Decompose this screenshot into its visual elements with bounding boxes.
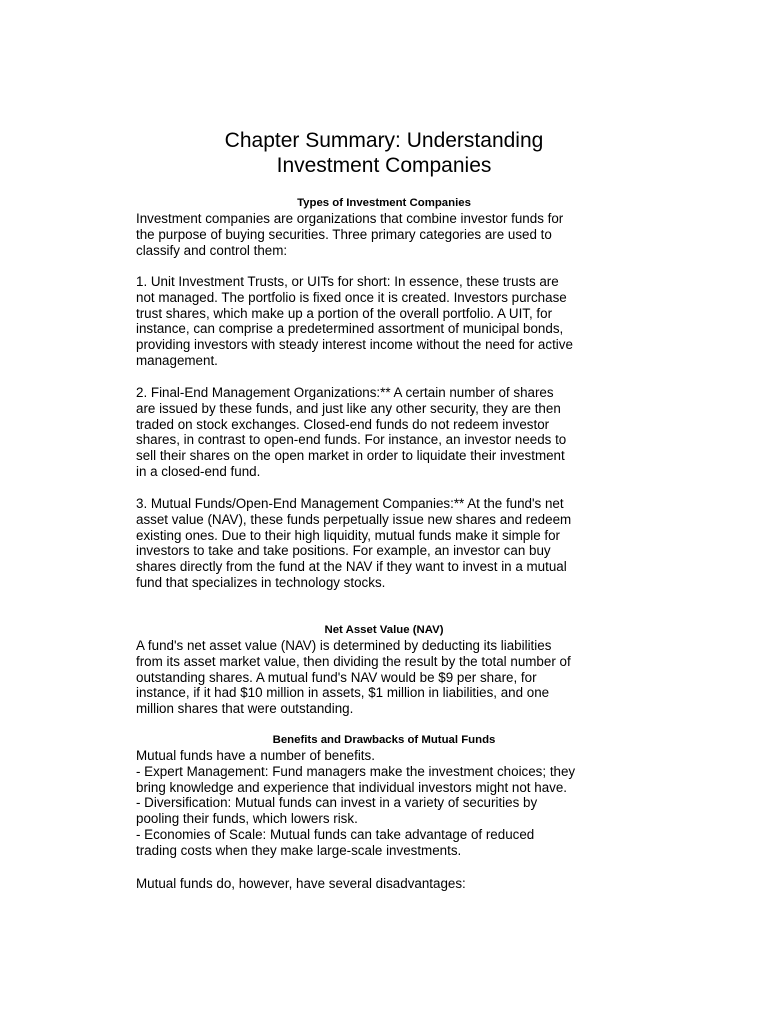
document-title xyxy=(120,128,648,178)
text-line: outstanding shares. A mutual fund's NAV would be $9 per share, for xyxy=(136,669,537,685)
text-line: trading costs when they make large-scale investments. xyxy=(136,842,462,858)
paragraph-nav xyxy=(136,638,636,717)
paragraph-closed-end xyxy=(136,385,636,480)
section-heading-nav: Net Asset Value (NAV) xyxy=(324,624,444,636)
section-heading-types: Types of Investment Companies xyxy=(297,197,471,209)
text-line: pooling their funds, which lowers risk. xyxy=(136,811,358,827)
text-line: traded on stock exchanges. Closed-end funds do not redeem investor xyxy=(136,416,550,432)
paragraph-intro xyxy=(136,211,636,258)
text-line: 2. Final-End Management Organizations:** A certain number of shares xyxy=(136,385,554,400)
text-line: Investment companies are organizations that combine investor funds for xyxy=(136,211,564,226)
text-line: existing ones. Due to their high liquidity, mutual funds make it simple for xyxy=(136,527,560,543)
text-line: fund that specializes in technology stocks. xyxy=(136,574,386,590)
text-line: bring knowledge and experience that individual investors might not have. xyxy=(136,779,567,795)
text-line: - Economies of Scale: Mutual funds can take advantage of reduced xyxy=(136,826,535,842)
paragraph-benefits xyxy=(136,748,636,859)
text-line: asset value (NAV), these funds perpetually issue new shares and redeem xyxy=(136,511,572,527)
title-line: Investment Companies xyxy=(276,154,492,177)
section-heading-benefits: Benefits and Drawbacks of Mutual Funds xyxy=(272,734,496,746)
text-line: are issued by these funds, and just like any other security, they are then xyxy=(136,400,561,416)
text-line: shares, in contrast to open-end funds. For instance, an investor needs to xyxy=(136,432,567,448)
text-line: the purpose of buying securities. Three primary categories are used to xyxy=(136,226,552,242)
text-line: 3. Mutual Funds/Open-End Management Companies:** At the fund's net xyxy=(136,496,564,511)
text-line: sell their shares on the open market in order to liquidate their investment xyxy=(136,448,565,464)
text-line: 1. Unit Investment Trusts, or UITs for short: In essence, these trusts are xyxy=(136,274,559,289)
text-line: Mutual funds have a number of benefits. xyxy=(136,748,375,763)
text-line: trust shares, which make up a portion of the overall portfolio. A UIT, for xyxy=(136,305,553,321)
paragraph-uit xyxy=(136,274,636,369)
paragraph-disadvantages xyxy=(136,876,636,892)
text-line: classify and control them: xyxy=(136,242,288,258)
text-line: million shares that were outstanding. xyxy=(136,701,354,717)
text-line: in a closed-end fund. xyxy=(136,463,261,479)
text-line: management. xyxy=(136,352,218,368)
text-line: - Diversification: Mutual funds can invest in a variety of securities by xyxy=(136,795,538,811)
text-line: not managed. The portfolio is fixed once it is created. Investors purchase xyxy=(136,289,567,305)
text-line: - Expert Management: Fund managers make the investment choices; they xyxy=(136,763,576,779)
text-line: providing investors with steady interest income without the need for active xyxy=(136,337,573,353)
text-line: shares directly from the fund at the NAV if they want to invest in a mutual xyxy=(136,559,567,575)
text-line: instance, if it had $10 million in assets, $1 million in liabilities, and one xyxy=(136,685,550,701)
text-line: investors to take and take positions. For example, an investor can buy xyxy=(136,543,551,559)
text-line: instance, can comprise a predetermined assortment of municipal bonds, xyxy=(136,321,564,337)
text-line: Mutual funds do, however, have several disadvantages: xyxy=(136,876,466,891)
title-line: Chapter Summary: Understanding xyxy=(224,129,544,152)
text-line: from its asset market value, then dividing the result by the total number of xyxy=(136,653,571,669)
paragraph-mutual-funds xyxy=(136,496,636,591)
text-line: A fund's net asset value (NAV) is determined by deducting its liabilities xyxy=(136,638,552,653)
